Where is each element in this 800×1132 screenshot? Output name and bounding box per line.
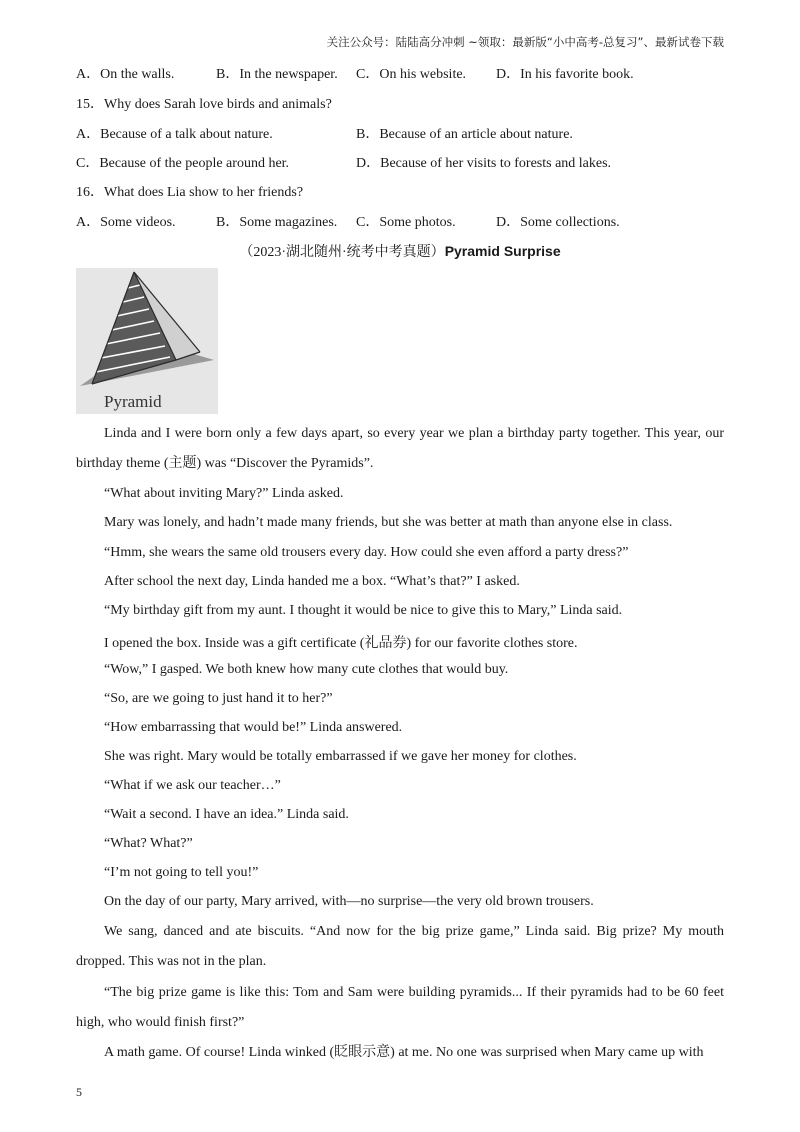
passage-line-15: On the day of our party, Mary arrived, with—no surprise—the very old brown trousers. xyxy=(104,894,594,909)
passage-line-12: “Wait a second. I have an idea.” Linda said. xyxy=(104,807,349,822)
passage-title xyxy=(0,241,800,261)
passage-line-10: She was right. Mary would be totally embarrassed if we gave her money for clothes. xyxy=(104,749,577,764)
q14-option-c: C．On his website. xyxy=(356,67,467,82)
q16-option-b: B．Some magazines. xyxy=(216,215,338,230)
passage-line-14: “I’m not going to tell you!” xyxy=(104,865,259,880)
passage-line-11: “What if we ask our teacher…” xyxy=(104,778,281,793)
q16-question: 16．What does Lia show to her friends? xyxy=(76,185,304,200)
passage-line-3: “Hmm, she wears the same old trousers every day. How could she even afford a party dress?” xyxy=(104,545,629,560)
paragraph-1: Linda and I were born only a few days apart, so every year we plan a birthday party together. This year, our birthday theme (主题) was “Discover the Pyramids”. xyxy=(76,426,724,471)
q16-option-a: A．Some videos. xyxy=(76,215,176,230)
pyramid-caption: Pyramid xyxy=(104,392,162,411)
passage-line-5: “My birthday gift from my aunt. I thought it would be nice to give this to Mary,” Linda said. xyxy=(104,603,623,618)
passage-line-13: “What? What?” xyxy=(104,836,193,851)
q14-option-b: B．In the newspaper. xyxy=(216,67,338,82)
page-header: 关注公众号：陆陆高分冲刺 ~领取：最新版“小中高考-总复习”、最新试卷下载 xyxy=(326,35,724,49)
passage-line-1: “What about inviting Mary?” Linda asked. xyxy=(104,486,344,501)
passage-line-9: “How embarrassing that would be!” Linda answered. xyxy=(104,720,403,735)
q16-option-d: D．Some collections. xyxy=(496,215,620,230)
passage-line-2: Mary was lonely, and hadn’t made many friends, but she was better at math than anyone else in class. xyxy=(104,515,673,530)
passage-title-text: Pyramid Surprise xyxy=(444,243,561,259)
q15-option-c: C．Because of the people around her. xyxy=(76,156,290,171)
page-number: 5 xyxy=(76,1085,82,1099)
paragraph-2: We sang, danced and ate biscuits. “And now for the big prize game,” Linda said. Big prize? My mouth dropped. This was not in the plan. xyxy=(76,924,724,969)
q14-option-a: A．On the walls. xyxy=(76,67,175,82)
q15-question: 15．Why does Sarah love birds and animals? xyxy=(76,97,332,112)
passage-line-7: “Wow,” I gasped. We both knew how many cute clothes that would buy. xyxy=(104,662,509,677)
passage-line-6: I opened the box. Inside was a gift certificate (礼品券) for our favorite clothes store. xyxy=(104,636,578,651)
q16-option-c: C．Some photos. xyxy=(356,215,456,230)
paragraph-3: “The big prize game is like this: Tom and Sam were building pyramids... If their pyramids had to be 60 feet high, who would finish first?” xyxy=(76,985,724,1030)
passage-source: （2023·湖北随州·统考中考真题） xyxy=(239,245,445,260)
q15-option-a: A．Because of a talk about nature. xyxy=(76,127,273,142)
paragraph-4: A math game. Of course! Linda winked (眨眼示意) at me. No one was surprised when Mary came up with xyxy=(104,1045,704,1060)
passage-line-8: “So, are we going to just hand it to her?” xyxy=(104,691,333,706)
pyramid-illustration xyxy=(76,268,218,414)
q15-option-d: D．Because of her visits to forests and lakes. xyxy=(356,156,612,171)
q14-option-d: D．In his favorite book. xyxy=(496,67,634,82)
pyramid-image xyxy=(76,268,218,414)
q15-option-b: B．Because of an article about nature. xyxy=(356,127,573,142)
passage-line-4: After school the next day, Linda handed me a box. “What’s that?” I asked. xyxy=(104,574,520,589)
